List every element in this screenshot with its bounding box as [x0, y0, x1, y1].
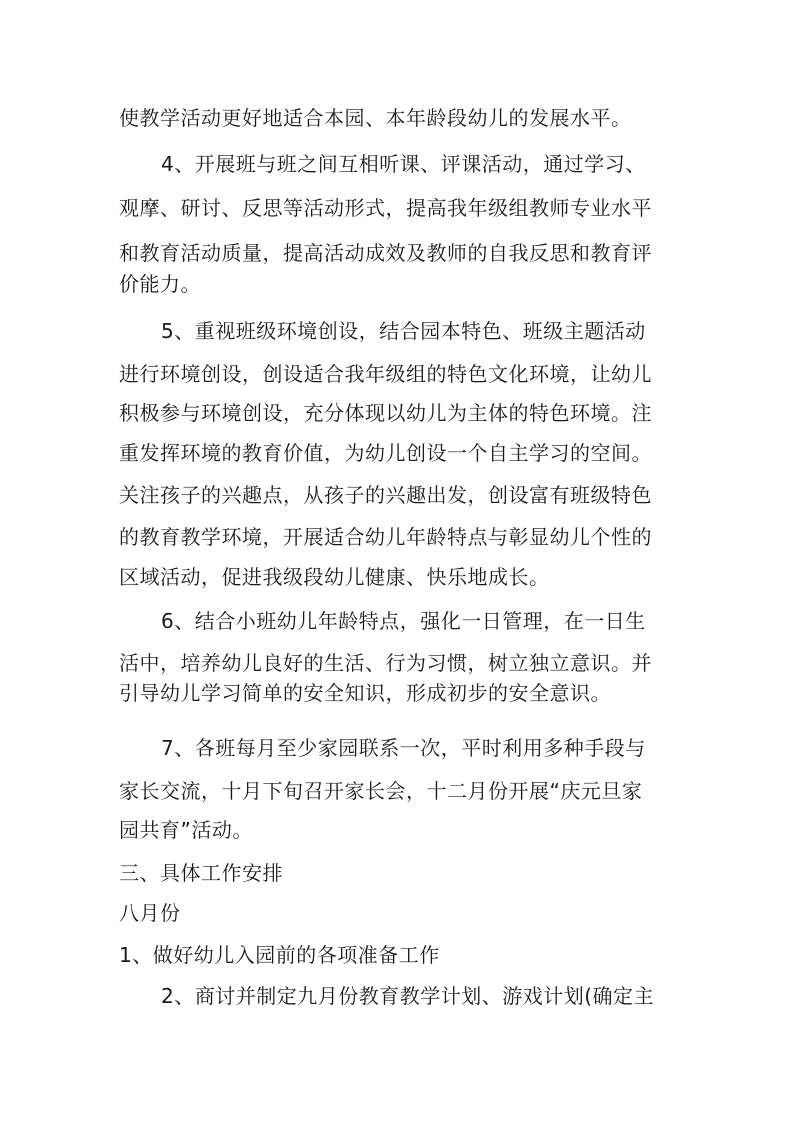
text-line: 5、重视班级环境创设，结合园本特色、班级主题活动 — [161, 319, 646, 343]
text-line: 价能力。 — [119, 272, 201, 296]
text-line: 关注孩子的兴趣点，从孩子的兴趣出发，创设富有班级特色 — [119, 483, 652, 507]
text-line: 7、各班每月至少家园联系一次，平时利用多种手段与 — [161, 736, 646, 760]
text-line: 进行环境创设，创设适合我年级组的特色文化环境，让幼儿 — [119, 362, 652, 386]
text-line: 4、开展班与班之间互相听课、评课活动，通过学习、 — [161, 152, 646, 176]
text-line: 活中，培养幼儿良好的生活、行为习惯，树立独立意识。并 — [119, 651, 652, 675]
text-line: 1、做好幼儿入园前的各项准备工作 — [119, 943, 440, 967]
text-line: 2、商讨并制定九月份教育教学计划、游戏计划(确定主 — [161, 984, 655, 1008]
text-line: 观摩、研讨、反思等活动形式，提高我年级组教师专业水平 — [119, 196, 652, 220]
month-heading: 八月份 — [119, 901, 181, 925]
text-line: 家长交流，十月下旬召开家长会，十二月份开展“庆元旦家 — [119, 779, 643, 803]
text-line: 积极参与环境创设，充分体现以幼儿为主体的特色环境。注 — [119, 401, 652, 425]
text-line: 使教学活动更好地适合本园、本年龄段幼儿的发展水平。 — [119, 106, 632, 130]
text-line: 的教育教学环境，开展适合幼儿年龄特点与彰显幼儿个性的 — [119, 525, 652, 549]
text-line: 重发挥环境的教育价值，为幼儿创设一个自主学习的空间。 — [119, 441, 652, 465]
text-line: 引导幼儿学习简单的安全知识，形成初步的安全意识。 — [119, 681, 611, 705]
text-line: 6、结合小班幼儿年龄特点，强化一日管理，在一日生 — [161, 609, 646, 633]
text-line: 和教育活动质量，提高活动成效及教师的自我反思和教育评 — [119, 241, 652, 265]
text-line: 园共育”活动。 — [119, 818, 253, 842]
text-line: 区域活动，促进我级段幼儿健康、快乐地成长。 — [119, 565, 550, 589]
section-heading: 三、具体工作安排 — [119, 861, 283, 885]
